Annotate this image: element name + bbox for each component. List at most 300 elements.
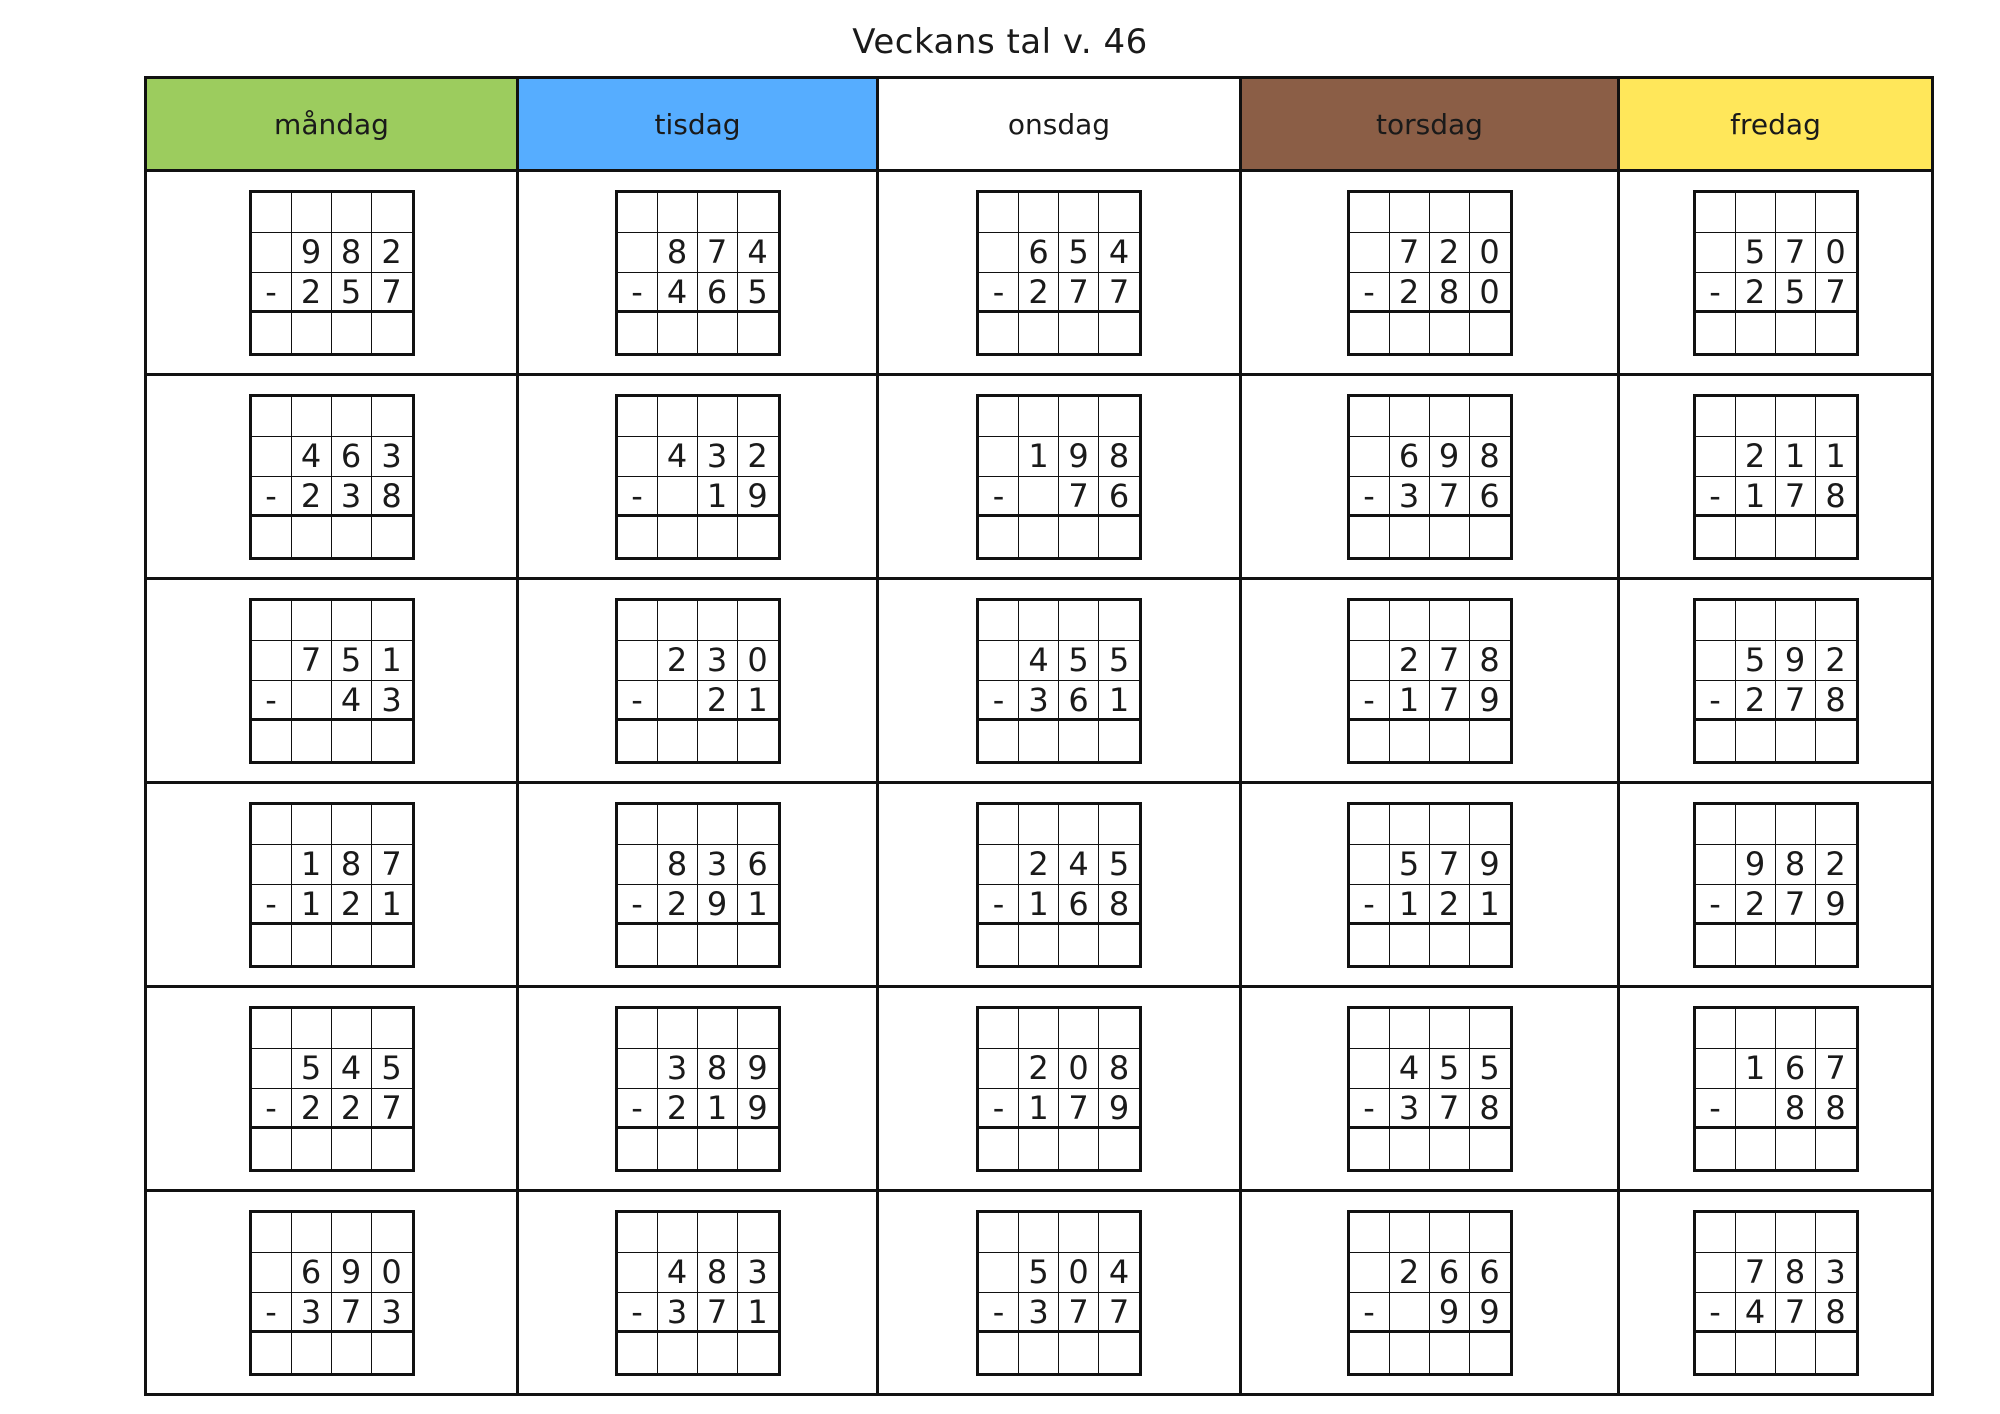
subtrahend-digit: 1: [698, 1089, 738, 1129]
minus-sign: -: [1696, 477, 1736, 517]
subtrahend-digit: 2: [1430, 885, 1470, 925]
carry-box: [332, 397, 372, 437]
minus-sign: -: [979, 273, 1019, 313]
minuend-digit: 2: [738, 437, 778, 477]
carry-box: [1816, 193, 1856, 233]
carry-box: [1470, 397, 1510, 437]
carry-box: [292, 1213, 332, 1253]
problem-cell-tuesday: [518, 987, 878, 1191]
answer-box: [698, 925, 738, 965]
subtrahend-digit: 1: [738, 681, 778, 721]
subtrahend-digit: 6: [1059, 885, 1099, 925]
subtraction-problem: [1347, 1006, 1513, 1172]
digit-box: [618, 641, 658, 681]
subtrahend-digit: 7: [372, 273, 412, 313]
problem-cell-thursday: [1241, 783, 1619, 987]
minuend-digit: 1: [372, 641, 412, 681]
subtrahend-digit: 3: [1019, 681, 1059, 721]
subtrahend-digit: 9: [738, 477, 778, 517]
digit-box: [658, 477, 698, 517]
digit-box: [1350, 1049, 1390, 1089]
subtrahend-digit: 1: [1736, 477, 1776, 517]
digit-box: [618, 233, 658, 273]
carry-box: [618, 1213, 658, 1253]
answer-box: [738, 1333, 778, 1373]
minuend-digit: 9: [1430, 437, 1470, 477]
answer-box: [1099, 313, 1139, 353]
carry-box: [738, 1009, 778, 1049]
minuend-digit: 4: [332, 1049, 372, 1089]
subtraction-problem: [976, 394, 1142, 560]
subtraction-problem: [615, 394, 781, 560]
minuend-digit: 8: [1776, 845, 1816, 885]
digit-box: [1350, 1253, 1390, 1293]
subtraction-problem: [1347, 802, 1513, 968]
subtrahend-digit: 2: [1390, 273, 1430, 313]
subtrahend-digit: 3: [1390, 477, 1430, 517]
day-header-thursday: torsdag: [1241, 78, 1619, 171]
digit-box: [1696, 1049, 1736, 1089]
subtraction-problem: [615, 598, 781, 764]
subtrahend-digit: 7: [1776, 1293, 1816, 1333]
subtrahend-digit: 4: [332, 681, 372, 721]
answer-box: [1816, 313, 1856, 353]
problem-cell-monday: [146, 579, 518, 783]
minuend-digit: 2: [658, 641, 698, 681]
subtraction-problem: [1693, 802, 1859, 968]
answer-box: [1350, 517, 1390, 557]
carry-box: [658, 601, 698, 641]
subtrahend-digit: 3: [372, 1293, 412, 1333]
carry-box: [1390, 805, 1430, 845]
carry-box: [252, 601, 292, 641]
answer-box: [1736, 517, 1776, 557]
minus-sign: -: [252, 273, 292, 313]
answer-box: [252, 1333, 292, 1373]
carry-box: [372, 601, 412, 641]
problem-cell-thursday: [1241, 171, 1619, 375]
answer-box: [738, 517, 778, 557]
answer-box: [372, 721, 412, 761]
answer-box: [1350, 1333, 1390, 1373]
answer-box: [738, 1129, 778, 1169]
problem-cell-monday: [146, 1191, 518, 1395]
answer-box: [252, 313, 292, 353]
problem-row: [146, 987, 1933, 1191]
subtrahend-digit: 7: [332, 1293, 372, 1333]
carry-box: [1696, 805, 1736, 845]
answer-box: [979, 1129, 1019, 1169]
answer-box: [1430, 313, 1470, 353]
answer-box: [1019, 517, 1059, 557]
answer-box: [1776, 1129, 1816, 1169]
answer-box: [1019, 313, 1059, 353]
answer-box: [618, 925, 658, 965]
minuend-digit: 8: [698, 1049, 738, 1089]
minuend-digit: 2: [1390, 641, 1430, 681]
carry-box: [1019, 1009, 1059, 1049]
minuend-digit: 4: [1099, 1253, 1139, 1293]
carry-box: [1390, 1009, 1430, 1049]
subtrahend-digit: 1: [738, 1293, 778, 1333]
carry-box: [1390, 601, 1430, 641]
digit-box: [618, 1049, 658, 1089]
carry-box: [1390, 397, 1430, 437]
answer-box: [1390, 1129, 1430, 1169]
answer-box: [372, 1129, 412, 1169]
subtrahend-digit: 1: [1019, 885, 1059, 925]
carry-box: [1350, 805, 1390, 845]
subtrahend-digit: 9: [738, 1089, 778, 1129]
digit-box: [618, 845, 658, 885]
answer-box: [1696, 313, 1736, 353]
carry-box: [979, 805, 1019, 845]
carry-box: [1816, 1009, 1856, 1049]
day-header-friday: fredag: [1619, 78, 1933, 171]
carry-box: [1816, 805, 1856, 845]
carry-box: [1736, 397, 1776, 437]
subtraction-problem: [976, 598, 1142, 764]
subtraction-problem: [1693, 598, 1859, 764]
problem-cell-thursday: [1241, 579, 1619, 783]
subtrahend-digit: 9: [1470, 681, 1510, 721]
answer-box: [372, 925, 412, 965]
carry-box: [658, 1009, 698, 1049]
minuend-digit: 5: [332, 641, 372, 681]
digit-box: [252, 641, 292, 681]
digit-box: [1390, 1293, 1430, 1333]
answer-box: [1776, 925, 1816, 965]
carry-box: [1430, 1213, 1470, 1253]
carry-box: [1816, 397, 1856, 437]
subtrahend-digit: 3: [658, 1293, 698, 1333]
answer-box: [1019, 925, 1059, 965]
carry-box: [372, 397, 412, 437]
carry-box: [1059, 1009, 1099, 1049]
carry-box: [1350, 1009, 1390, 1049]
subtrahend-digit: 7: [1430, 1089, 1470, 1129]
minuend-digit: 3: [698, 641, 738, 681]
problem-row: [146, 171, 1933, 375]
minus-sign: -: [618, 477, 658, 517]
subtrahend-digit: 5: [1776, 273, 1816, 313]
carry-box: [1470, 601, 1510, 641]
minuend-digit: 8: [1470, 641, 1510, 681]
subtrahend-digit: 8: [1816, 477, 1856, 517]
minus-sign: -: [252, 681, 292, 721]
carry-box: [292, 397, 332, 437]
minuend-digit: 7: [1816, 1049, 1856, 1089]
subtrahend-digit: 8: [372, 477, 412, 517]
answer-box: [1390, 721, 1430, 761]
answer-box: [738, 925, 778, 965]
carry-box: [1019, 601, 1059, 641]
minuend-digit: 2: [1019, 845, 1059, 885]
subtrahend-digit: 7: [1816, 273, 1856, 313]
subtrahend-digit: 9: [1470, 1293, 1510, 1333]
subtrahend-digit: 9: [1099, 1089, 1139, 1129]
minus-sign: -: [1696, 273, 1736, 313]
answer-box: [1470, 313, 1510, 353]
carry-box: [698, 601, 738, 641]
minuend-digit: 1: [292, 845, 332, 885]
answer-box: [1736, 721, 1776, 761]
subtraction-problem: [1347, 598, 1513, 764]
answer-box: [658, 1129, 698, 1169]
answer-box: [979, 721, 1019, 761]
minuend-digit: 9: [1776, 641, 1816, 681]
carry-box: [1099, 601, 1139, 641]
minuend-digit: 7: [1776, 233, 1816, 273]
minuend-digit: 7: [292, 641, 332, 681]
minuend-digit: 4: [1099, 233, 1139, 273]
answer-box: [1696, 721, 1736, 761]
carry-box: [252, 1009, 292, 1049]
digit-box: [658, 681, 698, 721]
problem-cell-friday: [1619, 375, 1933, 579]
digit-box: [1696, 1253, 1736, 1293]
answer-box: [698, 721, 738, 761]
problem-cell-friday: [1619, 171, 1933, 375]
minuend-digit: 1: [1736, 1049, 1776, 1089]
problem-cell-monday: [146, 375, 518, 579]
carry-box: [658, 397, 698, 437]
minuend-digit: 0: [1816, 233, 1856, 273]
carry-box: [979, 601, 1019, 641]
answer-box: [1059, 313, 1099, 353]
answer-box: [252, 517, 292, 557]
subtrahend-digit: 7: [372, 1089, 412, 1129]
minuend-digit: 2: [1736, 437, 1776, 477]
minuend-digit: 2: [1019, 1049, 1059, 1089]
minuend-digit: 8: [332, 233, 372, 273]
answer-box: [1430, 1333, 1470, 1373]
minuend-digit: 8: [332, 845, 372, 885]
digit-box: [252, 845, 292, 885]
answer-box: [1390, 517, 1430, 557]
minus-sign: -: [1350, 885, 1390, 925]
minus-sign: -: [1696, 1293, 1736, 1333]
carry-box: [1430, 193, 1470, 233]
subtraction-problem: [615, 802, 781, 968]
minus-sign: -: [979, 885, 1019, 925]
answer-box: [618, 517, 658, 557]
answer-box: [1470, 517, 1510, 557]
minuend-digit: 6: [1019, 233, 1059, 273]
carry-box: [738, 193, 778, 233]
digit-box: [252, 437, 292, 477]
carry-box: [1776, 397, 1816, 437]
problem-cell-wednesday: [878, 1191, 1241, 1395]
carry-box: [979, 397, 1019, 437]
carry-box: [1430, 601, 1470, 641]
minuend-digit: 6: [1776, 1049, 1816, 1089]
answer-box: [1350, 1129, 1390, 1169]
subtrahend-digit: 2: [1736, 273, 1776, 313]
carry-box: [252, 805, 292, 845]
problem-cell-friday: [1619, 783, 1933, 987]
answer-box: [698, 1129, 738, 1169]
subtrahend-digit: 1: [1099, 681, 1139, 721]
problem-cell-friday: [1619, 1191, 1933, 1395]
carry-box: [252, 1213, 292, 1253]
problem-cell-wednesday: [878, 375, 1241, 579]
subtraction-problem: [976, 1006, 1142, 1172]
answer-box: [1099, 1129, 1139, 1169]
minuend-digit: 5: [1470, 1049, 1510, 1089]
carry-box: [738, 397, 778, 437]
carry-box: [698, 1213, 738, 1253]
problem-cell-thursday: [1241, 1191, 1619, 1395]
subtrahend-digit: 7: [1059, 1293, 1099, 1333]
subtrahend-digit: 9: [1816, 885, 1856, 925]
subtrahend-digit: 8: [1816, 1089, 1856, 1129]
carry-box: [1390, 193, 1430, 233]
subtrahend-digit: 2: [292, 273, 332, 313]
subtrahend-digit: 7: [1776, 681, 1816, 721]
carry-box: [1099, 1009, 1139, 1049]
answer-box: [1736, 1333, 1776, 1373]
carry-box: [332, 193, 372, 233]
answer-box: [1470, 1129, 1510, 1169]
minuend-digit: 7: [1390, 233, 1430, 273]
answer-box: [1736, 925, 1776, 965]
subtrahend-digit: 7: [1430, 681, 1470, 721]
subtrahend-digit: 6: [1059, 681, 1099, 721]
carry-box: [332, 1213, 372, 1253]
carry-box: [698, 805, 738, 845]
minus-sign: -: [252, 1293, 292, 1333]
subtrahend-digit: 1: [1019, 1089, 1059, 1129]
minus-sign: -: [1696, 1089, 1736, 1129]
carry-box: [1059, 601, 1099, 641]
minus-sign: -: [252, 1089, 292, 1129]
answer-box: [332, 721, 372, 761]
problem-cell-monday: [146, 783, 518, 987]
minuend-digit: 7: [1430, 641, 1470, 681]
problem-cell-tuesday: [518, 783, 878, 987]
minuend-digit: 9: [292, 233, 332, 273]
minuend-digit: 1: [1816, 437, 1856, 477]
minuend-digit: 5: [1390, 845, 1430, 885]
digit-box: [292, 681, 332, 721]
carry-box: [1059, 1213, 1099, 1253]
carry-box: [738, 805, 778, 845]
carry-box: [1696, 1213, 1736, 1253]
subtraction-problem: [615, 1006, 781, 1172]
carry-box: [1099, 1213, 1139, 1253]
answer-box: [1019, 1333, 1059, 1373]
answer-box: [979, 517, 1019, 557]
minuend-digit: 5: [372, 1049, 412, 1089]
subtrahend-digit: 5: [332, 273, 372, 313]
subtraction-problem: [249, 598, 415, 764]
carry-box: [1776, 193, 1816, 233]
answer-box: [1776, 1333, 1816, 1373]
answer-box: [372, 1333, 412, 1373]
minuend-digit: 3: [658, 1049, 698, 1089]
problem-cell-thursday: [1241, 987, 1619, 1191]
minus-sign: -: [252, 477, 292, 517]
subtrahend-digit: 1: [1470, 885, 1510, 925]
minuend-digit: 8: [658, 233, 698, 273]
subtrahend-digit: 1: [1390, 885, 1430, 925]
minuend-digit: 7: [698, 233, 738, 273]
subtrahend-digit: 3: [1390, 1089, 1430, 1129]
minuend-digit: 9: [1736, 845, 1776, 885]
subtrahend-digit: 7: [698, 1293, 738, 1333]
subtrahend-digit: 1: [292, 885, 332, 925]
subtrahend-digit: 1: [1390, 681, 1430, 721]
answer-box: [252, 925, 292, 965]
carry-box: [292, 193, 332, 233]
subtrahend-digit: 2: [698, 681, 738, 721]
minuend-digit: 0: [372, 1253, 412, 1293]
digit-box: [618, 437, 658, 477]
carry-box: [1350, 601, 1390, 641]
subtrahend-digit: 2: [332, 1089, 372, 1129]
minuend-digit: 5: [1430, 1049, 1470, 1089]
subtrahend-digit: 3: [1019, 1293, 1059, 1333]
carry-box: [1059, 397, 1099, 437]
digit-box: [252, 233, 292, 273]
minuend-digit: 7: [372, 845, 412, 885]
answer-box: [1059, 517, 1099, 557]
carry-box: [1470, 1213, 1510, 1253]
carry-box: [292, 601, 332, 641]
subtrahend-digit: 1: [738, 885, 778, 925]
carry-box: [372, 1213, 412, 1253]
carry-box: [1736, 1213, 1776, 1253]
answer-box: [252, 1129, 292, 1169]
minuend-digit: 6: [1430, 1253, 1470, 1293]
problem-cell-wednesday: [878, 579, 1241, 783]
subtrahend-digit: 3: [332, 477, 372, 517]
problem-row: [146, 783, 1933, 987]
answer-box: [1696, 925, 1736, 965]
digit-box: [1350, 437, 1390, 477]
minuend-digit: 4: [1019, 641, 1059, 681]
answer-box: [658, 1333, 698, 1373]
carry-box: [979, 1213, 1019, 1253]
carry-box: [1019, 1213, 1059, 1253]
answer-box: [1816, 721, 1856, 761]
answer-box: [1430, 1129, 1470, 1169]
carry-box: [1816, 1213, 1856, 1253]
carry-box: [1350, 1213, 1390, 1253]
problem-cell-thursday: [1241, 375, 1619, 579]
answer-box: [1099, 1333, 1139, 1373]
problem-cell-tuesday: [518, 579, 878, 783]
subtrahend-digit: 7: [1099, 273, 1139, 313]
carry-box: [1390, 1213, 1430, 1253]
minuend-digit: 8: [1776, 1253, 1816, 1293]
answer-box: [1059, 1129, 1099, 1169]
carry-box: [292, 1009, 332, 1049]
answer-box: [292, 517, 332, 557]
subtrahend-digit: 2: [1736, 885, 1776, 925]
subtrahend-digit: 2: [1019, 273, 1059, 313]
answer-box: [979, 925, 1019, 965]
answer-box: [1816, 517, 1856, 557]
minuend-digit: 5: [1099, 845, 1139, 885]
answer-box: [1430, 517, 1470, 557]
subtrahend-digit: 4: [658, 273, 698, 313]
minuend-digit: 8: [1099, 1049, 1139, 1089]
minuend-digit: 4: [292, 437, 332, 477]
problem-row: [146, 1191, 1933, 1395]
answer-box: [658, 517, 698, 557]
